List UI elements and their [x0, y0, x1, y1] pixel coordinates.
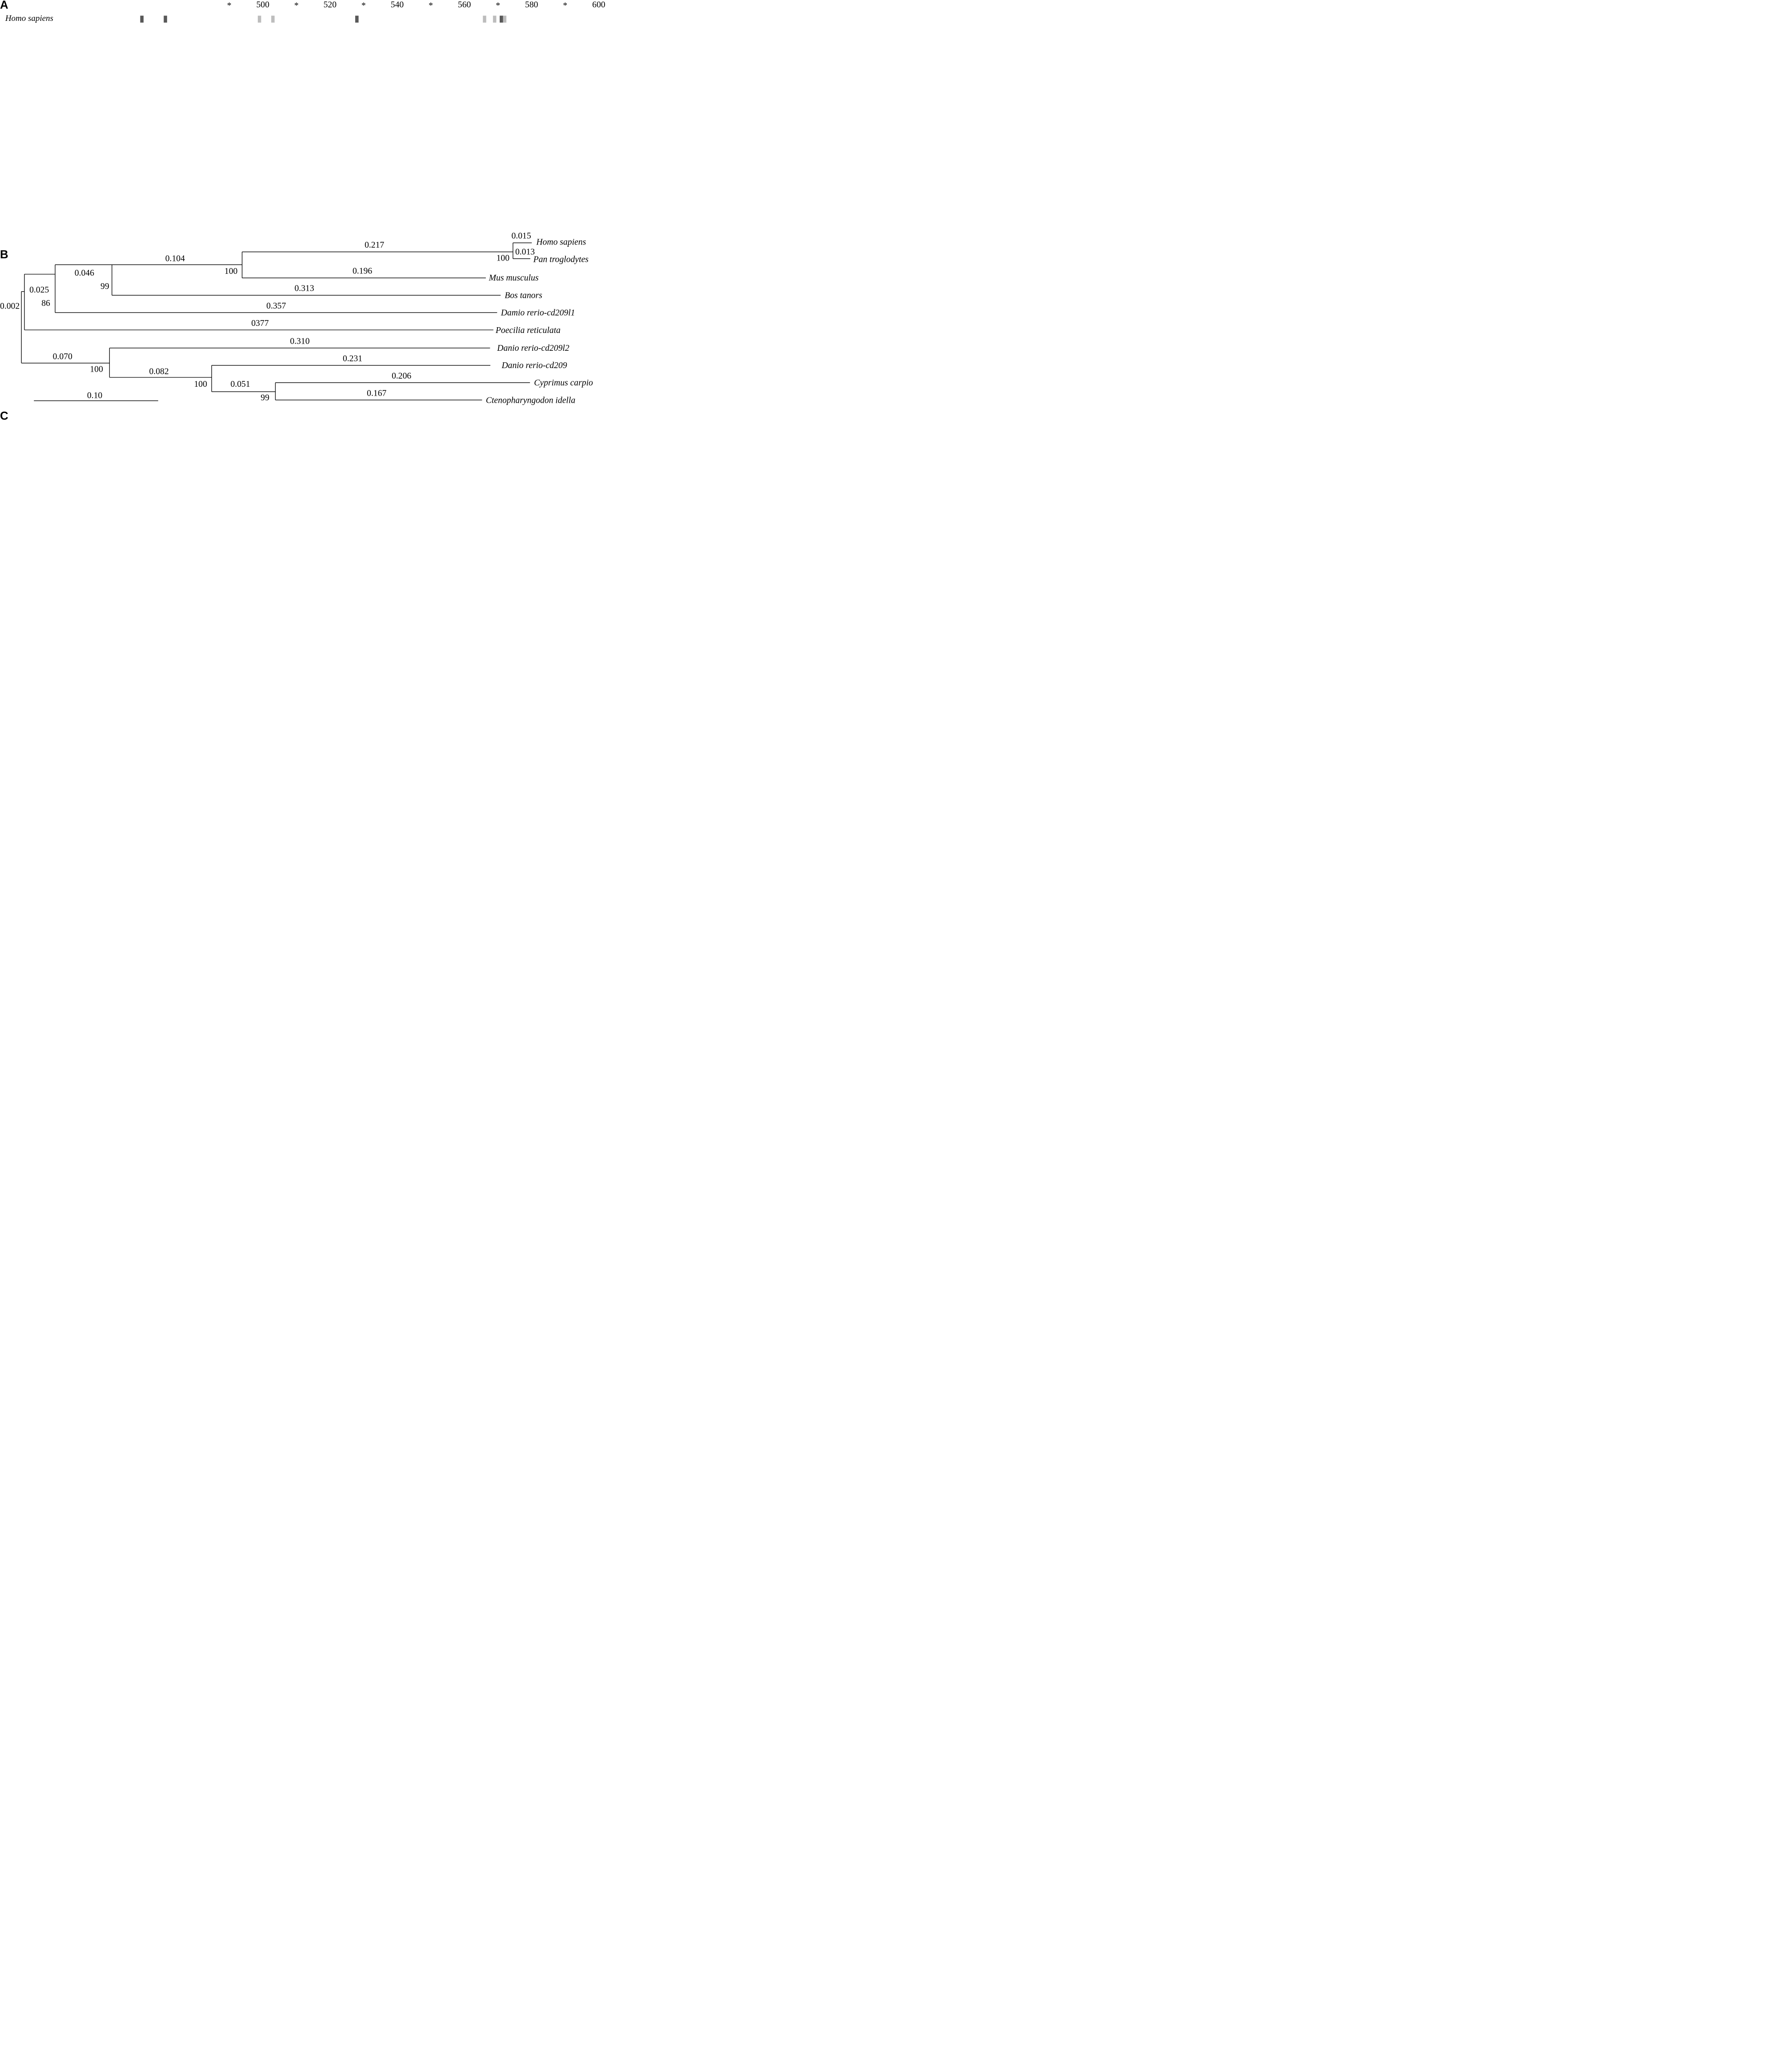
bootstrap-value: 100: [224, 266, 238, 277]
branch-length: 0.231: [342, 353, 363, 364]
tree-tip-label: Mus musculus: [489, 273, 539, 283]
branch-length: 0.051: [230, 379, 250, 389]
conservation-shading: [164, 16, 167, 23]
bootstrap-value: 100: [496, 253, 510, 263]
conservation-shading: [140, 16, 144, 23]
conservation-shading: [271, 16, 275, 23]
branch-length: 0.196: [352, 266, 373, 276]
conservation-shading: [355, 16, 359, 23]
bootstrap-value: 100: [194, 379, 207, 389]
ruler-position: 500: [256, 0, 269, 10]
branch-length: 0.082: [149, 366, 169, 377]
branch-length: 0.357: [266, 301, 286, 311]
tree-tip-label: Bos tanors: [505, 290, 542, 301]
tree-tip-label: Ctenopharyngodon idella: [485, 395, 576, 405]
figure: [0, 0, 607, 697]
branch-length: 0.167: [367, 388, 387, 398]
ruler-star: *: [429, 0, 433, 11]
ruler-position: 560: [457, 0, 471, 10]
ruler-star: *: [496, 0, 501, 11]
conservation-shading: [483, 16, 486, 23]
branch-length: 0.046: [74, 268, 94, 278]
tree-tip-label: Danio rerio-cd209l2: [497, 343, 569, 353]
ruler-star: *: [361, 0, 366, 11]
bootstrap-value: 99: [261, 393, 269, 403]
ruler-position: 540: [390, 0, 404, 10]
conservation-shading: [503, 16, 507, 23]
tree-scale-label: 0.10: [87, 390, 103, 401]
ruler-position: 600: [592, 0, 605, 10]
branch-length: 0.070: [52, 352, 72, 362]
panel-label-b: B: [0, 249, 8, 261]
ruler-star: *: [227, 0, 232, 11]
bootstrap-value: 86: [41, 298, 50, 308]
alignment-species-label: Homo sapiens: [5, 13, 53, 23]
ruler-position: 520: [323, 0, 337, 10]
branch-length: 0.104: [165, 253, 185, 264]
ruler-star: *: [563, 0, 568, 11]
branch-length: 0.217: [365, 240, 385, 250]
branch-length: 0.313: [294, 283, 314, 293]
conservation-shading: [500, 16, 503, 23]
ruler-star: *: [294, 0, 299, 11]
branch-length: 0.025: [29, 285, 49, 295]
figure-canvas: [0, 0, 607, 697]
tree-tip-label: Poecilia reticulata: [495, 325, 561, 335]
tree-tip-label: Pan troglodytes: [533, 254, 589, 265]
branch-length: 0.015: [511, 231, 531, 241]
branch-length: 0.310: [290, 336, 310, 346]
bootstrap-value: 99: [100, 281, 109, 291]
branch-length: 0377: [251, 318, 269, 328]
conservation-shading: [258, 16, 261, 23]
branch-length: 0.002: [0, 301, 20, 311]
tree-tip-label: Danio rerio-cd209: [501, 360, 567, 370]
tree-tip-label: Cyprimus carpio: [534, 377, 593, 388]
conservation-shading: [493, 16, 497, 23]
branch-length: 0.013: [515, 247, 535, 257]
panel-label-a: A: [0, 0, 8, 12]
ruler-position: 580: [525, 0, 538, 10]
tree-tip-label: Damio rerio-cd209l1: [501, 308, 575, 318]
branch-length: 0.206: [392, 371, 412, 381]
panel-label-c: C: [0, 409, 8, 422]
tree-tip-label: Homo sapiens: [536, 237, 586, 247]
bootstrap-value: 100: [90, 364, 103, 374]
